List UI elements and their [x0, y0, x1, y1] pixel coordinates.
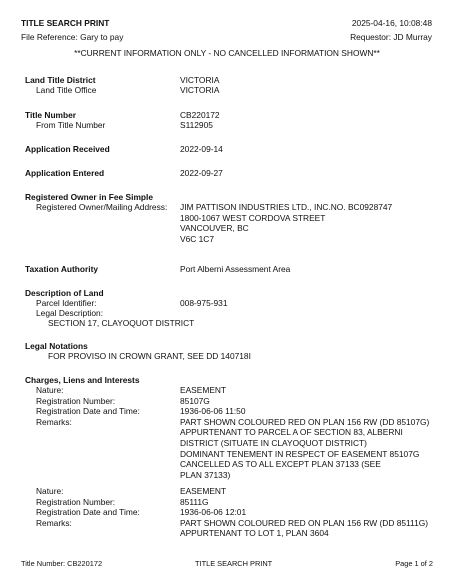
registration-number-label: Registration Number: — [36, 395, 116, 406]
registration-number-value: 85107G — [180, 395, 210, 406]
owner-address-line: VANCOUVER, BC — [180, 223, 249, 234]
footer-document-name: TITLE SEARCH PRINT — [195, 559, 273, 568]
requestor: Requestor: JD Murray — [350, 32, 432, 42]
footer-title-number: Title Number: CB220172 — [21, 559, 103, 568]
owner-address-line: JIM PATTISON INDUSTRIES LTD., INC.NO. BC0928747 — [180, 202, 393, 212]
legal-notations-heading: Legal Notations — [25, 341, 88, 351]
legal-description-value: SECTION 17, CLAYOQUOT DISTRICT — [48, 318, 195, 328]
parcel-identifier-value: 008-975-931 — [180, 298, 228, 308]
from-title-number-label: From Title Number — [36, 120, 106, 130]
registration-number-label: Registration Number: — [36, 496, 116, 507]
from-title-number-value: S112905 — [180, 120, 213, 130]
legal-description-label: Legal Description: — [36, 308, 104, 318]
charge-1-labels — [36, 385, 140, 427]
remarks-line: DOMINANT TENEMENT IN RESPECT OF EASEMENT 85107G — [180, 448, 420, 459]
remarks-line: PLAN 37133) — [180, 469, 231, 480]
registered-owner-address — [180, 202, 392, 244]
land-title-district-value: VICTORIA — [180, 75, 220, 85]
remarks-label: Remarks: — [36, 517, 72, 528]
charge-2-values — [180, 486, 428, 539]
document-title: TITLE SEARCH PRINT — [21, 18, 110, 28]
charge-1-values — [180, 385, 429, 480]
registration-number-value: 85111G — [180, 496, 209, 507]
land-title-district-heading: Land Title District — [25, 75, 96, 85]
registration-date-label: Registration Date and Time: — [36, 507, 140, 518]
remarks-line: DISTRICT (SITUATE IN CLAYOQUOT DISTRICT) — [180, 437, 367, 448]
remarks-line: PART SHOWN COLOURED RED ON PLAN 156 RW (DD 85107G) — [180, 416, 430, 427]
current-info-notice: **CURRENT INFORMATION ONLY - NO CANCELLED INFORMATION SHOWN** — [74, 48, 380, 58]
nature-value: EASEMENT — [180, 385, 227, 395]
remarks-line: PART SHOWN COLOURED RED ON PLAN 156 RW (DD 85111G) — [180, 517, 429, 528]
application-received-value: 2022-09-14 — [180, 144, 223, 154]
nature-label: Nature: — [36, 486, 64, 496]
application-entered-value: 2022-09-27 — [180, 168, 223, 178]
description-of-land-heading: Description of Land — [25, 288, 104, 298]
footer-page-number: Page 1 of 2 — [395, 559, 433, 568]
owner-address-line: V6C 1C7 — [180, 233, 214, 244]
remarks-line: APPURTENANT TO PARCEL A OF SECTION 83, ALBERNI — [180, 427, 403, 438]
land-title-office-value: VICTORIA — [180, 85, 220, 95]
file-reference: File Reference: Gary to pay — [21, 32, 124, 42]
application-entered-heading: Application Entered — [25, 168, 105, 178]
legal-notations-text: FOR PROVISO IN CROWN GRANT, SEE DD 140718I — [48, 351, 251, 361]
application-received-heading: Application Received — [25, 144, 110, 154]
charges-heading: Charges, Liens and Interests — [25, 375, 140, 385]
remarks-label: Remarks: — [36, 416, 72, 427]
registration-date-value: 1936-06-06 11:50 — [180, 406, 246, 417]
registration-date-value: 1936-06-06 12:01 — [180, 507, 247, 518]
owner-address-line: 1800-1067 WEST CORDOVA STREET — [180, 212, 326, 223]
title-number-heading: Title Number — [25, 110, 77, 120]
print-datetime: 2025-04-16, 10:08:48 — [351, 18, 432, 28]
registration-date-label: Registration Date and Time: — [36, 406, 140, 417]
taxation-authority-value: Port Alberni Assessment Area — [180, 264, 291, 274]
registered-owner-heading: Registered Owner in Fee Simple — [25, 192, 153, 202]
charge-2-labels — [36, 486, 140, 528]
remarks-line: APPURTENANT TO LOT 1, PLAN 3604 — [180, 528, 329, 539]
title-number-value: CB220172 — [180, 110, 220, 120]
land-title-office-label: Land Title Office — [36, 85, 97, 95]
taxation-authority-heading: Taxation Authority — [25, 264, 99, 274]
nature-label: Nature: — [36, 385, 64, 395]
remarks-line: CANCELLED AS TO ALL EXCEPT PLAN 37133 (SEE — [180, 459, 381, 470]
nature-value: EASEMENT — [180, 486, 227, 496]
parcel-identifier-label: Parcel Identifier: — [36, 298, 97, 308]
registered-owner-label: Registered Owner/Mailing Address: — [36, 202, 168, 212]
